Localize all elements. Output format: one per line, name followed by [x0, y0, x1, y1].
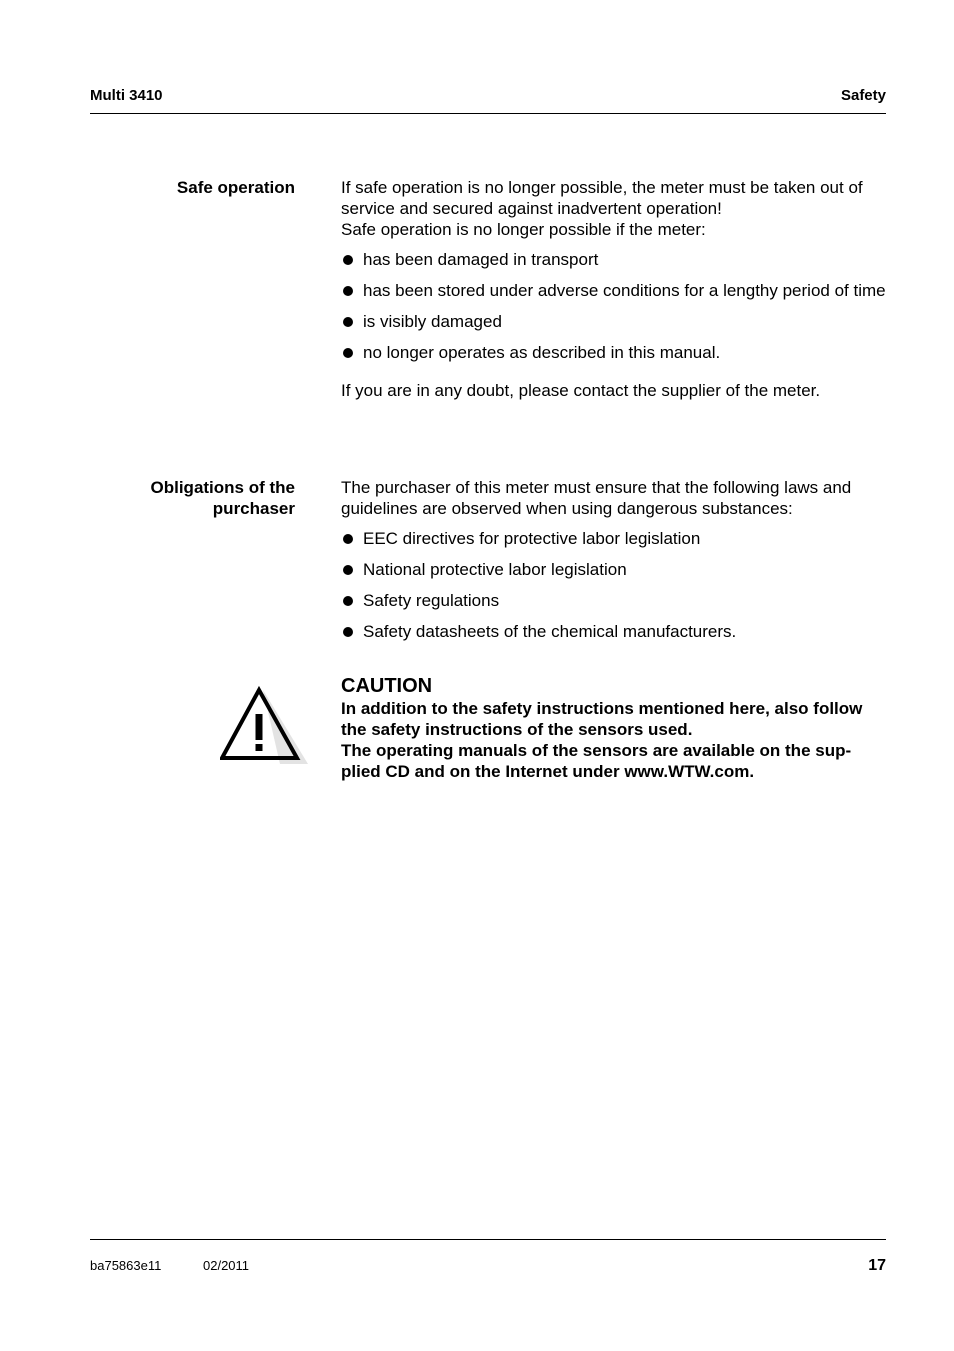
header-section: Safety — [840, 87, 886, 104]
obligations-list — [341, 528, 886, 642]
caution-text-1: In addition to the safety instructions mentioned here, also follow the safety instructions of the sensors used. — [341, 699, 863, 739]
list-item: Safety regulations — [341, 590, 886, 611]
list-item: is visibly damaged — [341, 311, 886, 332]
caution-block — [341, 674, 886, 782]
header-rule — [90, 113, 886, 114]
list-item: has been damaged in transport — [341, 249, 886, 270]
safe-operation-closing: If you are in any doubt, please contact the supplier of the meter. — [341, 381, 821, 400]
page-number: 17 — [868, 1257, 886, 1274]
obligations-heading — [90, 477, 295, 519]
list-item: no longer operates as described in this manual. — [341, 342, 886, 363]
safe-operation-heading: Safe operation — [176, 178, 295, 197]
footer-date: 02/2011 — [203, 1258, 250, 1273]
footer-rule — [90, 1239, 886, 1240]
obligations-intro: The purchaser of this meter must ensure that the following laws and guidelines are observed when using dangerous substances: — [341, 478, 852, 518]
safe-operation-intro-1: If safe operation is no longer possible, the meter must be taken out of service and secured against inadvertent operation! — [341, 178, 863, 218]
warning-triangle-icon — [220, 684, 310, 764]
caution-title: CAUTION — [341, 675, 433, 697]
header-product: Multi 3410 — [90, 87, 163, 104]
caution-text-2: The operating manuals of the sensors are available on the sup-plied CD and on the Internet under www.WTW.com. — [341, 741, 852, 781]
safe-operation-list — [341, 249, 886, 363]
safe-operation-intro-2: Safe operation is no longer possible if the meter: — [341, 220, 706, 239]
list-item: has been stored under adverse conditions for a lengthy period of time — [341, 280, 886, 301]
list-item: National protective labor legislation — [341, 559, 886, 580]
footer-doc-id: ba75863e11 — [90, 1258, 162, 1273]
list-item: Safety datasheets of the chemical manufacturers. — [341, 621, 886, 642]
safe-operation-body — [341, 177, 886, 401]
obligations-heading-line-2: purchaser — [212, 499, 295, 518]
obligations-heading-line-1: Obligations of the — [150, 478, 295, 497]
list-item: EEC directives for protective labor legislation — [341, 528, 886, 549]
obligations-body — [341, 477, 886, 652]
